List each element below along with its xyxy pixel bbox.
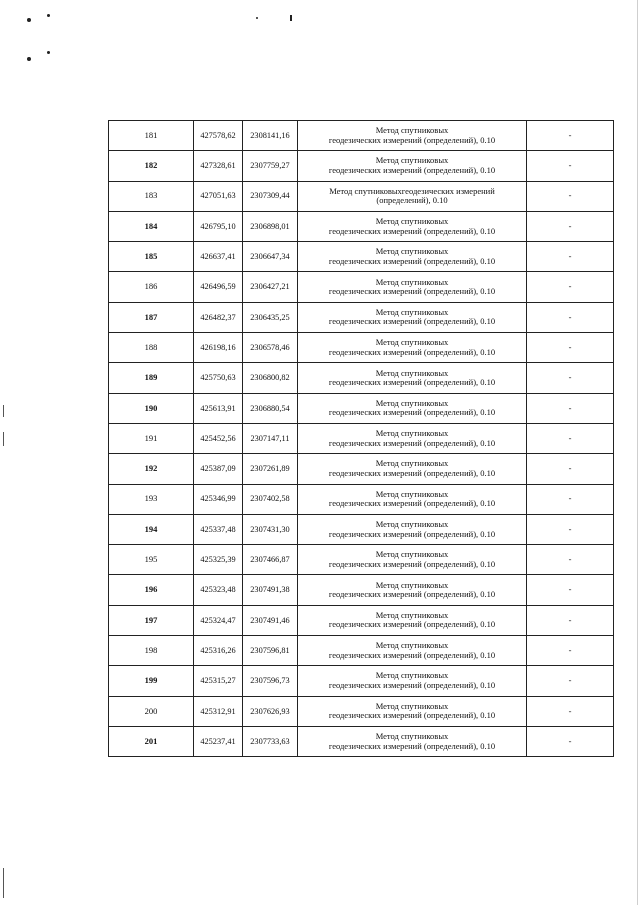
scan-speck [256, 17, 258, 19]
method-line-2: геодезических измерений (определений), 0.10 [328, 316, 496, 327]
point-number-cell: 196 [109, 575, 194, 605]
point-number-cell: 185 [109, 242, 194, 272]
method-cell [298, 121, 527, 151]
note-cell: - [527, 423, 614, 453]
note-cell: - [527, 211, 614, 241]
x-coordinate-cell: 427328,61 [194, 151, 243, 181]
note-cell: - [527, 696, 614, 726]
note-cell: - [527, 726, 614, 756]
method-line-1: Метод спутниковыхгеодезических измерений [329, 185, 495, 196]
method-line-2: геодезических измерений (определений), 0.10 [328, 286, 496, 297]
x-coordinate-cell: 427051,63 [194, 181, 243, 211]
table-row [109, 575, 614, 605]
x-coordinate-cell: 425337,48 [194, 514, 243, 544]
point-number-cell: 193 [109, 484, 194, 514]
y-coordinate-cell: 2307491,46 [243, 605, 298, 635]
table-row [109, 636, 614, 666]
point-number-cell: 181 [109, 121, 194, 151]
method-line-2: (определений), 0.10 [376, 195, 448, 206]
scan-speck [27, 18, 31, 22]
method-cell [298, 636, 527, 666]
point-number-cell: 183 [109, 181, 194, 211]
method-line-1: Метод спутниковых [375, 246, 449, 257]
x-coordinate-cell: 426496,59 [194, 272, 243, 302]
note-cell: - [527, 302, 614, 332]
point-number-cell: 194 [109, 514, 194, 544]
x-coordinate-cell: 425346,99 [194, 484, 243, 514]
y-coordinate-cell: 2306880,54 [243, 393, 298, 423]
x-coordinate-cell: 425750,63 [194, 363, 243, 393]
point-number-cell: 184 [109, 211, 194, 241]
y-coordinate-cell: 2306898,01 [243, 211, 298, 241]
y-coordinate-cell: 2307596,73 [243, 666, 298, 696]
method-line-1: Метод спутниковых [375, 488, 449, 499]
note-cell: - [527, 393, 614, 423]
method-cell [298, 272, 527, 302]
table-row [109, 242, 614, 272]
point-number-cell: 187 [109, 302, 194, 332]
method-cell [298, 363, 527, 393]
y-coordinate-cell: 2306578,46 [243, 333, 298, 363]
method-line-1: Метод спутниковых [375, 397, 449, 408]
note-cell: - [527, 545, 614, 575]
method-line-1: Метод спутниковых [375, 125, 449, 136]
y-coordinate-cell: 2307759,27 [243, 151, 298, 181]
x-coordinate-cell: 425324,47 [194, 605, 243, 635]
table-row [109, 514, 614, 544]
scan-edge-mark [3, 432, 4, 446]
note-cell: - [527, 121, 614, 151]
y-coordinate-cell: 2307626,93 [243, 696, 298, 726]
x-coordinate-cell: 425323,48 [194, 575, 243, 605]
method-line-1: Метод спутниковых [375, 367, 449, 378]
method-cell [298, 666, 527, 696]
y-coordinate-cell: 2307466,87 [243, 545, 298, 575]
table-row [109, 181, 614, 211]
scan-edge-mark [3, 868, 4, 898]
method-line-2: геодезических измерений (определений), 0.10 [328, 467, 496, 478]
scan-speck [47, 51, 50, 54]
x-coordinate-cell: 426795,10 [194, 211, 243, 241]
y-coordinate-cell: 2307431,30 [243, 514, 298, 544]
y-coordinate-cell: 2307596,81 [243, 636, 298, 666]
scan-speck [47, 14, 50, 17]
method-cell [298, 151, 527, 181]
note-cell: - [527, 666, 614, 696]
method-line-2: геодезических измерений (определений), 0.10 [328, 255, 496, 266]
table-row [109, 393, 614, 423]
method-cell [298, 575, 527, 605]
y-coordinate-cell: 2307261,89 [243, 454, 298, 484]
method-line-1: Метод спутниковых [375, 276, 449, 287]
method-line-2: геодезических измерений (определений), 0.10 [328, 225, 496, 236]
method-line-2: геодезических измерений (определений), 0.10 [328, 164, 496, 175]
x-coordinate-cell: 425312,91 [194, 696, 243, 726]
table-row [109, 696, 614, 726]
point-number-cell: 190 [109, 393, 194, 423]
x-coordinate-cell: 427578,62 [194, 121, 243, 151]
note-cell: - [527, 575, 614, 605]
method-cell [298, 242, 527, 272]
coordinates-table [108, 120, 614, 757]
x-coordinate-cell: 426637,41 [194, 242, 243, 272]
method-line-2: геодезических измерений (определений), 0.10 [328, 740, 496, 751]
note-cell: - [527, 333, 614, 363]
method-line-1: Метод спутниковых [375, 579, 449, 590]
x-coordinate-cell: 426198,16 [194, 333, 243, 363]
method-cell [298, 211, 527, 241]
method-cell [298, 514, 527, 544]
note-cell: - [527, 272, 614, 302]
table-row [109, 211, 614, 241]
point-number-cell: 200 [109, 696, 194, 726]
x-coordinate-cell: 425387,09 [194, 454, 243, 484]
method-line-2: геодезических измерений (определений), 0.10 [328, 558, 496, 569]
scan-edge-mark [3, 405, 4, 417]
method-line-1: Метод спутниковых [375, 306, 449, 317]
method-line-1: Метод спутниковых [375, 731, 449, 742]
y-coordinate-cell: 2308141,16 [243, 121, 298, 151]
table-row [109, 666, 614, 696]
point-number-cell: 199 [109, 666, 194, 696]
x-coordinate-cell: 425316,26 [194, 636, 243, 666]
method-line-2: геодезических измерений (определений), 0.10 [328, 407, 496, 418]
y-coordinate-cell: 2307147,11 [243, 423, 298, 453]
table-row [109, 151, 614, 181]
note-cell: - [527, 363, 614, 393]
method-line-1: Метод спутниковых [375, 670, 449, 681]
method-line-2: геодезических измерений (определений), 0.10 [328, 528, 496, 539]
note-cell: - [527, 454, 614, 484]
table-row [109, 272, 614, 302]
method-line-2: геодезических измерений (определений), 0.10 [328, 679, 496, 690]
method-line-2: геодезических измерений (определений), 0.10 [328, 619, 496, 630]
method-line-2: геодезических измерений (определений), 0.10 [328, 134, 496, 145]
method-line-1: Метод спутниковых [375, 216, 449, 227]
note-cell: - [527, 181, 614, 211]
method-cell [298, 545, 527, 575]
point-number-cell: 182 [109, 151, 194, 181]
method-line-1: Метод спутниковых [375, 549, 449, 560]
point-number-cell: 191 [109, 423, 194, 453]
scan-speck [290, 15, 292, 21]
x-coordinate-cell: 425325,39 [194, 545, 243, 575]
point-number-cell: 188 [109, 333, 194, 363]
note-cell: - [527, 636, 614, 666]
y-coordinate-cell: 2306435,25 [243, 302, 298, 332]
table-row [109, 121, 614, 151]
method-line-1: Метод спутниковых [375, 337, 449, 348]
table-row [109, 454, 614, 484]
scan-edge-line [637, 0, 638, 905]
method-cell [298, 726, 527, 756]
table-row [109, 423, 614, 453]
method-line-1: Метод спутниковых [375, 428, 449, 439]
table-row [109, 545, 614, 575]
method-line-1: Метод спутниковых [375, 519, 449, 529]
method-line-2: геодезических измерений (определений), 0.10 [328, 437, 496, 448]
method-line-2: геодезических измерений (определений), 0.10 [328, 498, 496, 509]
y-coordinate-cell: 2307309,44 [243, 181, 298, 211]
method-line-1: Метод спутниковых [375, 640, 449, 651]
method-cell [298, 181, 527, 211]
method-cell [298, 605, 527, 635]
table-row [109, 363, 614, 393]
note-cell: - [527, 242, 614, 272]
method-line-2: геодезических измерений (определений), 0.10 [328, 377, 496, 388]
x-coordinate-cell: 425315,27 [194, 666, 243, 696]
x-coordinate-cell: 426482,37 [194, 302, 243, 332]
method-cell [298, 696, 527, 726]
method-line-2: геодезических измерений (определений), 0.10 [328, 649, 496, 660]
point-number-cell: 198 [109, 636, 194, 666]
method-line-2: геодезических измерений (определений), 0.10 [328, 710, 496, 721]
method-line-1: Метод спутниковых [375, 155, 449, 166]
method-cell [298, 333, 527, 363]
y-coordinate-cell: 2306647,34 [243, 242, 298, 272]
y-coordinate-cell: 2306427,21 [243, 272, 298, 302]
point-number-cell: 189 [109, 363, 194, 393]
y-coordinate-cell: 2307733,63 [243, 726, 298, 756]
table-row [109, 605, 614, 635]
method-line-2: геодезических измерений (определений), 0.10 [328, 346, 496, 357]
note-cell: - [527, 151, 614, 181]
point-number-cell: 195 [109, 545, 194, 575]
method-cell [298, 454, 527, 484]
point-number-cell: 186 [109, 272, 194, 302]
method-line-1: Метод спутниковых [375, 609, 449, 620]
method-cell [298, 423, 527, 453]
table-row [109, 333, 614, 363]
method-line-2: геодезических измерений (определений), 0.10 [328, 589, 496, 600]
x-coordinate-cell: 425237,41 [194, 726, 243, 756]
method-cell [298, 393, 527, 423]
x-coordinate-cell: 425452,56 [194, 423, 243, 453]
table-row [109, 726, 614, 756]
y-coordinate-cell: 2307491,38 [243, 575, 298, 605]
method-cell [298, 484, 527, 514]
method-line-1: Метод спутниковых [375, 458, 449, 469]
coordinates-table-body [109, 121, 614, 757]
x-coordinate-cell: 425613,91 [194, 393, 243, 423]
point-number-cell: 197 [109, 605, 194, 635]
y-coordinate-cell: 2306800,82 [243, 363, 298, 393]
point-number-cell: 201 [109, 726, 194, 756]
method-line-1: Метод спутниковых [375, 700, 449, 711]
note-cell: - [527, 605, 614, 635]
note-cell: - [527, 514, 614, 544]
table-row [109, 302, 614, 332]
scan-speck [27, 57, 31, 61]
y-coordinate-cell: 2307402,58 [243, 484, 298, 514]
point-number-cell: 192 [109, 454, 194, 484]
table-row [109, 484, 614, 514]
method-cell [298, 302, 527, 332]
note-cell: - [527, 484, 614, 514]
